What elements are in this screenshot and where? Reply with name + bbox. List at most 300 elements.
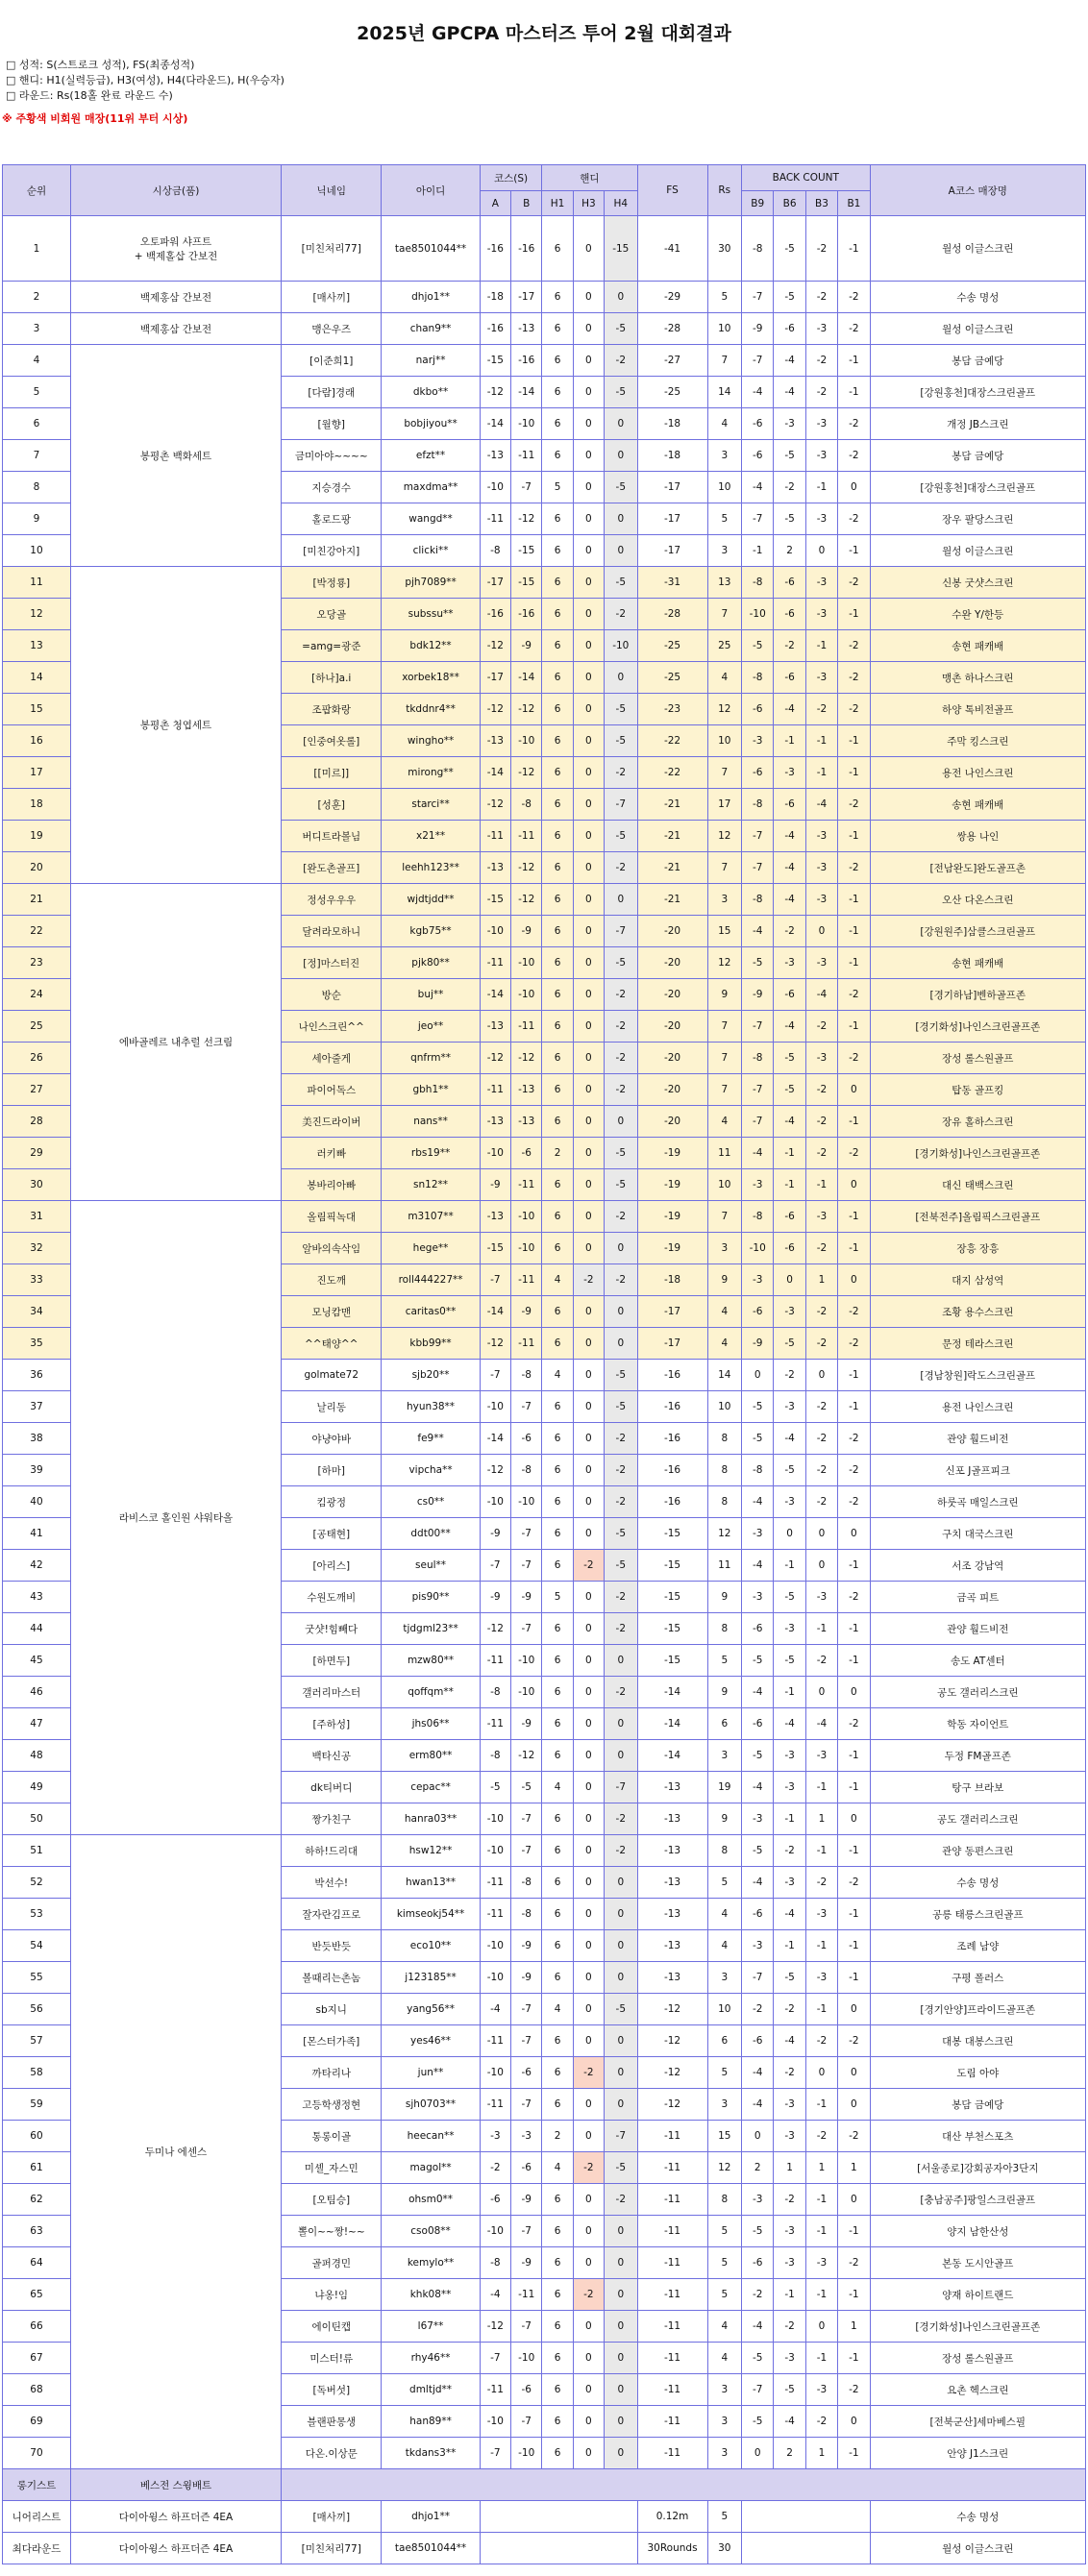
cell-h4: 0 — [605, 2406, 637, 2438]
cell-h1: 6 — [542, 1518, 573, 1550]
cell-b1: -2 — [838, 630, 870, 662]
cell-h4: -5 — [605, 947, 637, 979]
cell-h3: 0 — [573, 1835, 604, 1867]
cell-user-id: jhs06** — [382, 1708, 480, 1740]
cell-rs: 15 — [707, 916, 741, 947]
cell-b3: -1 — [805, 1772, 837, 1803]
cell-score-a: -17 — [480, 662, 510, 694]
cell-fs: -11 — [637, 2121, 707, 2152]
cell-score-a: -10 — [480, 1803, 510, 1835]
cell-h1: 6 — [542, 1233, 573, 1264]
cell-b9: -5 — [742, 1835, 774, 1867]
cell-score-b: -12 — [511, 503, 542, 535]
cell-b9: -6 — [742, 757, 774, 789]
cell-store: 장우 팔당스크린 — [870, 503, 1085, 535]
cell-b6: 2 — [774, 2438, 805, 2469]
cell-h1: 6 — [542, 2374, 573, 2406]
cell-b1: -1 — [838, 2216, 870, 2247]
cell-rs: 7 — [707, 599, 741, 630]
cell-b3: 1 — [805, 2152, 837, 2184]
cell-h1: 6 — [542, 2311, 573, 2343]
prize-cell: 백제홍삼 간보전 — [70, 313, 281, 345]
cell-fs: -12 — [637, 2089, 707, 2121]
cell-b6: -1 — [774, 1930, 805, 1962]
table-row — [3, 345, 1086, 377]
cell-h4: 0 — [605, 1962, 637, 1994]
cell-score-a: -10 — [480, 1930, 510, 1962]
cell-h4: -5 — [605, 1391, 637, 1423]
cell-rank: 22 — [3, 916, 71, 947]
cell-score-b: -9 — [511, 1582, 542, 1613]
cell-h1: 2 — [542, 2121, 573, 2152]
cell-score-a: -13 — [480, 852, 510, 884]
cell-h1: 6 — [542, 789, 573, 821]
cell-h3: 0 — [573, 2184, 604, 2216]
cell-rs: 4 — [707, 1328, 741, 1360]
cell-score-b: -9 — [511, 2247, 542, 2279]
cell-rs: 4 — [707, 1106, 741, 1138]
cell-b1: -1 — [838, 1201, 870, 1233]
cell-h4: 0 — [605, 2089, 637, 2121]
footer-label-row — [3, 2469, 1086, 2501]
cell-h4: -2 — [605, 852, 637, 884]
cell-b3: -3 — [805, 1899, 837, 1930]
cell-b6: -6 — [774, 1201, 805, 1233]
cell-h4: -7 — [605, 1772, 637, 1803]
cell-h3: 0 — [573, 345, 604, 377]
cell-user-id: qnfrm** — [382, 1043, 480, 1074]
cell-b6: -4 — [774, 852, 805, 884]
cell-nickname: 고등학생정현 — [282, 2089, 382, 2121]
cell-rank: 70 — [3, 2438, 71, 2469]
cell-score-b: -7 — [511, 1994, 542, 2025]
cell-rank: 15 — [3, 694, 71, 725]
cell-b6: -3 — [774, 1867, 805, 1899]
cell-b1: 0 — [838, 1074, 870, 1106]
cell-score-b: -8 — [511, 1455, 542, 1486]
cell-h4: -2 — [605, 1835, 637, 1867]
cell-nickname: 홀로드팡 — [282, 503, 382, 535]
cell-score-a: -16 — [480, 313, 510, 345]
cell-b9: -8 — [742, 662, 774, 694]
cell-h4: -2 — [605, 979, 637, 1011]
cell-b9: -7 — [742, 2374, 774, 2406]
cell-h1: 6 — [542, 2184, 573, 2216]
cell-score-b: -11 — [511, 2279, 542, 2311]
cell-b6: -4 — [774, 884, 805, 916]
cell-b6: -5 — [774, 1043, 805, 1074]
cell-h4: -5 — [605, 694, 637, 725]
cell-nickname: 잘자란김프로 — [282, 1899, 382, 1930]
cell-b9: -6 — [742, 2247, 774, 2279]
table-row — [3, 884, 1086, 916]
cell-h3: 0 — [573, 2438, 604, 2469]
cell-rank: 49 — [3, 1772, 71, 1803]
cell-b1: 0 — [838, 1677, 870, 1708]
cell-nickname: [하마] — [282, 1455, 382, 1486]
cell-b9: -4 — [742, 472, 774, 503]
cell-h4: 0 — [605, 1930, 637, 1962]
cell-fs: -29 — [637, 282, 707, 313]
cell-b1: -1 — [838, 1645, 870, 1677]
cell-rs: 7 — [707, 1011, 741, 1043]
cell-nickname: 백타신공 — [282, 1740, 382, 1772]
page — [0, 10, 1088, 2555]
page-title: 2025년 GPCPA 마스터즈 투어 2월 대회결과 — [357, 23, 731, 44]
cell-rs: 5 — [707, 2216, 741, 2247]
cell-store: 조례 남양 — [870, 1930, 1085, 1962]
cell-b9: -6 — [742, 1613, 774, 1645]
cell-fs: -15 — [637, 1550, 707, 1582]
footer-label-prize: 베스전 스윙배트 — [70, 2469, 281, 2501]
cell-b3: 0 — [805, 1550, 837, 1582]
cell-score-b: -13 — [511, 1106, 542, 1138]
cell-rank: 5 — [3, 377, 71, 408]
cell-store: [경기화성]나인스크린골프존 — [870, 2311, 1085, 2343]
cell-fs: -15 — [637, 1613, 707, 1645]
results-body — [3, 216, 1086, 2469]
cell-b9: -4 — [742, 2057, 774, 2089]
cell-fs: -11 — [637, 2406, 707, 2438]
cell-user-id: heecan** — [382, 2121, 480, 2152]
cell-user-id: chan9** — [382, 313, 480, 345]
cell-h1: 6 — [542, 2089, 573, 2121]
cell-b6: -4 — [774, 1899, 805, 1930]
cell-user-id: narj** — [382, 345, 480, 377]
cell-score-a: -11 — [480, 2374, 510, 2406]
cell-h3: 0 — [573, 2343, 604, 2374]
cell-b6: -4 — [774, 1011, 805, 1043]
cell-fs: -21 — [637, 821, 707, 852]
cell-nickname: dk티버디 — [282, 1772, 382, 1803]
cell-h1: 6 — [542, 1930, 573, 1962]
cell-b1: -1 — [838, 916, 870, 947]
cell-rank: 24 — [3, 979, 71, 1011]
cell-b6: -4 — [774, 694, 805, 725]
cell-fs: -20 — [637, 1106, 707, 1138]
cell-rs: 6 — [707, 2025, 741, 2057]
cell-score-b: -12 — [511, 1043, 542, 1074]
cell-fs: -18 — [637, 440, 707, 472]
cell-fs: -31 — [637, 567, 707, 599]
cell-store: 송도 AT센터 — [870, 1645, 1085, 1677]
cell-b1: -2 — [838, 1423, 870, 1455]
cell-rs: 25 — [707, 630, 741, 662]
cell-b3: -1 — [805, 2184, 837, 2216]
cell-score-b: -8 — [511, 1867, 542, 1899]
cell-fs: -13 — [637, 1930, 707, 1962]
cell-b1: -2 — [838, 282, 870, 313]
cell-b6: -3 — [774, 1391, 805, 1423]
cell-rs: 7 — [707, 1074, 741, 1106]
cell-b6: -4 — [774, 2025, 805, 2057]
cell-b9: -4 — [742, 1677, 774, 1708]
header-store: A코스 매장명 — [870, 165, 1085, 216]
cell-user-id: pjk80** — [382, 947, 480, 979]
prize-cell: 봉평촌 백화세트 — [70, 345, 281, 567]
cell-b3: -3 — [805, 599, 837, 630]
cell-b1: -1 — [838, 1011, 870, 1043]
cell-b9: -7 — [742, 503, 774, 535]
cell-b9: -8 — [742, 1455, 774, 1486]
cell-score-a: -11 — [480, 2089, 510, 2121]
cell-rs: 12 — [707, 694, 741, 725]
cell-rs: 4 — [707, 408, 741, 440]
cell-rank: 43 — [3, 1582, 71, 1613]
cell-fs: -12 — [637, 2057, 707, 2089]
cell-h4: -5 — [605, 313, 637, 345]
cell-score-a: -8 — [480, 535, 510, 567]
header-rank: 순위 — [3, 165, 71, 216]
cell-fs: -15 — [637, 1645, 707, 1677]
cell-fs: -11 — [637, 2438, 707, 2469]
cell-h4: -5 — [605, 472, 637, 503]
cell-score-b: -7 — [511, 2025, 542, 2057]
cell-rs: 7 — [707, 757, 741, 789]
cell-h1: 4 — [542, 1264, 573, 1296]
cell-b6: -6 — [774, 599, 805, 630]
cell-score-b: -7 — [511, 2406, 542, 2438]
cell-h4: -5 — [605, 725, 637, 757]
cell-b6: -1 — [774, 725, 805, 757]
cell-h1: 6 — [542, 2343, 573, 2374]
cell-nickname: 봉바리아빠 — [282, 1169, 382, 1201]
cell-b1: -1 — [838, 1772, 870, 1803]
cell-b3: -1 — [805, 630, 837, 662]
cell-h1: 6 — [542, 599, 573, 630]
cell-rank: 61 — [3, 2152, 71, 2184]
cell-b6: -5 — [774, 440, 805, 472]
cell-b1: -1 — [838, 1835, 870, 1867]
cell-b6: -4 — [774, 1423, 805, 1455]
cell-fs: -20 — [637, 1011, 707, 1043]
cell-fs: -16 — [637, 1360, 707, 1391]
table-row — [3, 282, 1086, 313]
cell-nickname: 킴광정 — [282, 1486, 382, 1518]
cell-user-id: mzw80** — [382, 1645, 480, 1677]
cell-score-b: -10 — [511, 2438, 542, 2469]
cell-h1: 6 — [542, 1391, 573, 1423]
cell-rs: 19 — [707, 1772, 741, 1803]
cell-score-b: -9 — [511, 1930, 542, 1962]
footer-nearest-value: 0.12m — [637, 2501, 707, 2533]
cell-b9: -7 — [742, 1962, 774, 1994]
cell-b3: -3 — [805, 1043, 837, 1074]
cell-b3: -2 — [805, 1328, 837, 1360]
cell-b3: 0 — [805, 1518, 837, 1550]
cell-user-id: fe9** — [382, 1423, 480, 1455]
cell-h3: -2 — [573, 1550, 604, 1582]
cell-h1: 6 — [542, 1201, 573, 1233]
cell-nickname: [완도촌골프] — [282, 852, 382, 884]
cell-b3: -1 — [805, 2216, 837, 2247]
cell-h1: 6 — [542, 694, 573, 725]
cell-store: 장유 홀하스크린 — [870, 1106, 1085, 1138]
cell-rank: 46 — [3, 1677, 71, 1708]
cell-user-id: bdk12** — [382, 630, 480, 662]
cell-nickname: 수원도깨비 — [282, 1582, 382, 1613]
cell-b9: -8 — [742, 216, 774, 282]
cell-nickname: 야냥야바 — [282, 1423, 382, 1455]
cell-score-b: -10 — [511, 725, 542, 757]
cell-b9: -1 — [742, 535, 774, 567]
cell-user-id: hsw12** — [382, 1835, 480, 1867]
header-course: 코스(S) — [480, 165, 542, 191]
cell-rank: 48 — [3, 1740, 71, 1772]
cell-b3: -3 — [805, 662, 837, 694]
cell-rank: 38 — [3, 1423, 71, 1455]
cell-rs: 5 — [707, 2057, 741, 2089]
cell-store: 금곡 피트 — [870, 1582, 1085, 1613]
cell-h3: 0 — [573, 821, 604, 852]
cell-h4: -2 — [605, 1074, 637, 1106]
cell-b9: -4 — [742, 1486, 774, 1518]
cell-b6: -2 — [774, 2311, 805, 2343]
cell-nickname: [월향] — [282, 408, 382, 440]
cell-score-a: -17 — [480, 567, 510, 599]
cell-h1: 5 — [542, 1582, 573, 1613]
cell-nickname: [하면두] — [282, 1645, 382, 1677]
cell-b1: -2 — [838, 2121, 870, 2152]
cell-nickname: 냐옹!임 — [282, 2279, 382, 2311]
cell-b6: -4 — [774, 377, 805, 408]
cell-score-a: -14 — [480, 1423, 510, 1455]
cell-h3: 0 — [573, 789, 604, 821]
cell-store: 하룻곡 매일스크린 — [870, 1486, 1085, 1518]
cell-rank: 12 — [3, 599, 71, 630]
cell-h4: 0 — [605, 2438, 637, 2469]
cell-b3: -2 — [805, 1296, 837, 1328]
cell-score-b: -10 — [511, 1201, 542, 1233]
cell-store: 하양 톡비전골프 — [870, 694, 1085, 725]
cell-user-id: xorbek18** — [382, 662, 480, 694]
header-b6: B6 — [774, 191, 805, 216]
cell-b9: -8 — [742, 1043, 774, 1074]
cell-rs: 30 — [707, 216, 741, 282]
cell-fs: -18 — [637, 408, 707, 440]
prize-cell: 에바골레르 내추럴 선크림 — [70, 884, 281, 1201]
cell-h3: 0 — [573, 630, 604, 662]
cell-store: 공도 갤러리스크린 — [870, 1677, 1085, 1708]
cell-h3: 0 — [573, 1899, 604, 1930]
cell-h4: 0 — [605, 1645, 637, 1677]
cell-b1: 0 — [838, 2184, 870, 2216]
header-back-count: BACK COUNT — [742, 165, 871, 191]
cell-b9: -5 — [742, 1645, 774, 1677]
cell-rank: 11 — [3, 567, 71, 599]
cell-h1: 6 — [542, 282, 573, 313]
cell-nickname: 진도깨 — [282, 1264, 382, 1296]
cell-score-a: -5 — [480, 1772, 510, 1803]
cell-h1: 6 — [542, 1423, 573, 1455]
cell-user-id: qoffqm** — [382, 1677, 480, 1708]
cell-b3: -1 — [805, 1613, 837, 1645]
cell-b1: 0 — [838, 2089, 870, 2121]
cell-h4: 0 — [605, 884, 637, 916]
cell-b1: -1 — [838, 1106, 870, 1138]
cell-b9: -10 — [742, 1233, 774, 1264]
cell-h3: 0 — [573, 947, 604, 979]
cell-h3: 0 — [573, 662, 604, 694]
table-row — [3, 216, 1086, 282]
footer-nearest-prize: 다이아윙스 하프더즌 4EA — [70, 2501, 281, 2533]
cell-rank: 60 — [3, 2121, 71, 2152]
cell-h3: 0 — [573, 1201, 604, 1233]
cell-score-a: -10 — [480, 916, 510, 947]
cell-rank: 8 — [3, 472, 71, 503]
cell-b1: 0 — [838, 1169, 870, 1201]
cell-h4: 0 — [605, 282, 637, 313]
cell-user-id: dkbo** — [382, 377, 480, 408]
cell-b6: -5 — [774, 503, 805, 535]
cell-user-id: wingho** — [382, 725, 480, 757]
cell-h1: 6 — [542, 1962, 573, 1994]
cell-b9: 0 — [742, 2438, 774, 2469]
cell-b9: -6 — [742, 440, 774, 472]
cell-score-a: -4 — [480, 1994, 510, 2025]
cell-b6: -5 — [774, 1074, 805, 1106]
cell-b6: -6 — [774, 313, 805, 345]
cell-rank: 57 — [3, 2025, 71, 2057]
cell-rank: 66 — [3, 2311, 71, 2343]
cell-rank: 21 — [3, 884, 71, 916]
cell-score-a: -13 — [480, 1106, 510, 1138]
cell-b1: -1 — [838, 1613, 870, 1645]
cell-b6: -6 — [774, 662, 805, 694]
cell-h1: 6 — [542, 1835, 573, 1867]
cell-store: 봉담 금예당 — [870, 440, 1085, 472]
cell-store: 대지 삼성역 — [870, 1264, 1085, 1296]
cell-h3: 0 — [573, 1138, 604, 1169]
cell-score-a: -12 — [480, 2311, 510, 2343]
cell-score-b: -7 — [511, 472, 542, 503]
cell-b6: -3 — [774, 1486, 805, 1518]
cell-rank: 3 — [3, 313, 71, 345]
cell-fs: -17 — [637, 472, 707, 503]
cell-store: [전북전주]올림픽스크린골프 — [870, 1201, 1085, 1233]
cell-h1: 6 — [542, 916, 573, 947]
cell-b9: -3 — [742, 1518, 774, 1550]
cell-b3: -3 — [805, 2374, 837, 2406]
cell-store: [강원원주]삼클스크린골프 — [870, 916, 1085, 947]
cell-b1: -2 — [838, 1328, 870, 1360]
cell-h4: 0 — [605, 2311, 637, 2343]
cell-b1: 0 — [838, 1803, 870, 1835]
cell-b1: -1 — [838, 884, 870, 916]
cell-score-a: -16 — [480, 599, 510, 630]
cell-h3: 0 — [573, 1011, 604, 1043]
cell-nickname: 반듯반듯 — [282, 1930, 382, 1962]
footer-most-label: 최다라운드 — [3, 2533, 71, 2564]
cell-h1: 6 — [542, 1613, 573, 1645]
cell-h1: 6 — [542, 1011, 573, 1043]
cell-user-id: dmltjd** — [382, 2374, 480, 2406]
cell-fs: -16 — [637, 1455, 707, 1486]
cell-b9: -2 — [742, 2279, 774, 2311]
cell-h1: 6 — [542, 630, 573, 662]
cell-b6: -5 — [774, 216, 805, 282]
footer-nearest-nick: [매사끼] — [282, 2501, 382, 2533]
cell-rank: 69 — [3, 2406, 71, 2438]
cell-b1: -1 — [838, 757, 870, 789]
cell-rank: 67 — [3, 2343, 71, 2374]
cell-h4: -2 — [605, 1455, 637, 1486]
cell-rs: 12 — [707, 1518, 741, 1550]
cell-store: 구평 폴러스 — [870, 1962, 1085, 1994]
cell-b9: -8 — [742, 789, 774, 821]
cell-rank: 63 — [3, 2216, 71, 2247]
header-b9: B9 — [742, 191, 774, 216]
